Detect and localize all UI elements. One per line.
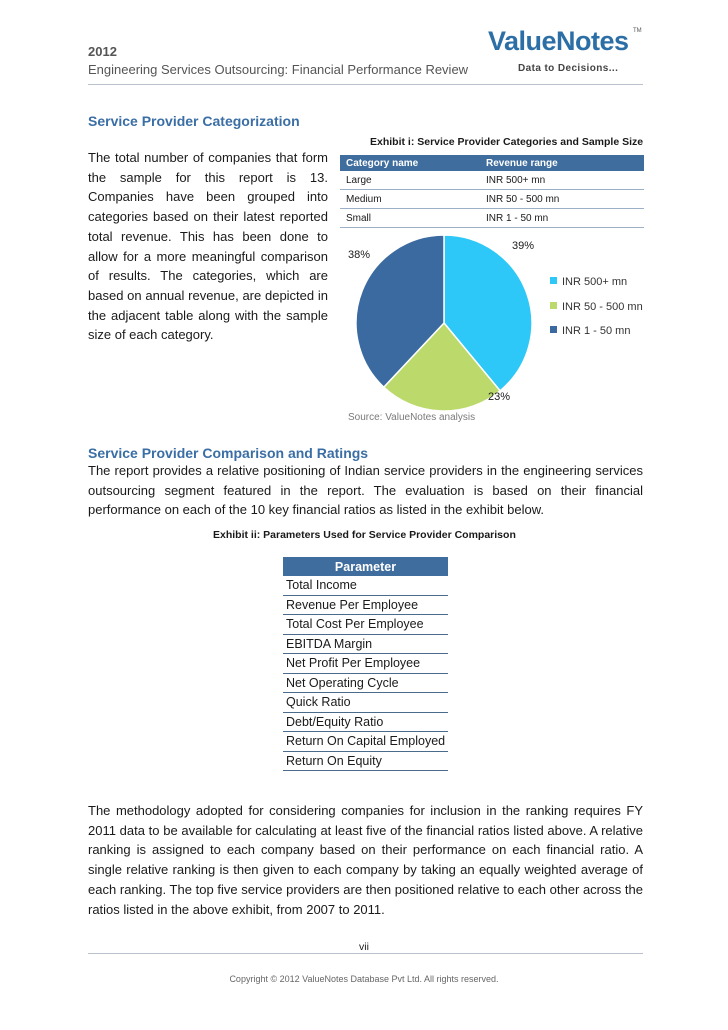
- category-name: Small: [340, 209, 480, 228]
- legend-swatch-large: [550, 277, 557, 284]
- parameter-cell: Return On Equity: [283, 751, 448, 771]
- parameter-cell: Total Cost Per Employee: [283, 615, 448, 635]
- pie-label-large: 39%: [512, 240, 535, 252]
- table-row: [283, 595, 448, 615]
- report-year: 2012: [88, 44, 117, 59]
- category-pie-chart: [340, 228, 644, 430]
- table-row: [340, 209, 644, 228]
- table-row: [283, 712, 448, 732]
- exhibit-i-title: Exhibit i: Service Provider Categories and Sample Size: [370, 136, 644, 148]
- header-divider: [88, 84, 643, 85]
- parameter-table: [283, 557, 448, 771]
- valuenotes-logo: [488, 26, 643, 78]
- table-row: [283, 673, 448, 693]
- report-title: Engineering Services Outsourcing: Financial Performance Review: [88, 62, 469, 77]
- revenue-range: INR 50 - 500 mn: [480, 190, 644, 209]
- col-header-parameter: Parameter: [283, 557, 448, 576]
- pie-label-small: 38%: [348, 249, 371, 261]
- parameter-cell: Quick Ratio: [283, 693, 448, 713]
- methodology-paragraph: The methodology adopted for considering companies for inclusion in the ranking requires FY 2011 data to be available for calculating at least five of the financial ratios listed above. A relative ranking is assigned to each company based on their performance on each financial ratio. A single relative ranking is then given to each company by taking an equally weighted average of each ranking. The top five service providers are then positioned relative to each other across the ratios listed in the above exhibit, from 2007 to 2011.: [88, 803, 643, 917]
- parameter-table-header: [283, 557, 448, 576]
- parameter-cell: Net Operating Cycle: [283, 673, 448, 693]
- table-row: [283, 751, 448, 771]
- table-row: [340, 190, 644, 209]
- category-table-header: [340, 155, 644, 171]
- comparison-paragraph: The report provides a relative positioning of Indian service providers in the engineering services outsourcing segment featured in the report. The evaluation is based on their financial performance on each of the 10 key financial ratios as listed in the exhibit below.: [88, 463, 643, 518]
- table-row: [283, 732, 448, 752]
- exhibit-ii-title: Exhibit ii: Parameters Used for Service Provider Comparison: [213, 529, 516, 541]
- logo-trademark: TM: [633, 28, 642, 34]
- categorization-paragraph: The total number of companies that form the sample for this report is 13. Companies have been grouped into categories based on their latest reported total revenue. This has been done to allow for a more meaningful comparison of results. The categories, which are based on annual revenue, are depicted in the adjacent table along with the sample size of each category.: [88, 150, 328, 343]
- revenue-range: INR 1 - 50 mn: [480, 209, 644, 228]
- table-row: [283, 693, 448, 713]
- table-row: [283, 615, 448, 635]
- parameter-cell: Revenue Per Employee: [283, 595, 448, 615]
- footer-divider: [88, 953, 643, 954]
- parameter-cell: Total Income: [283, 576, 448, 595]
- col-header-revenue: Revenue range: [480, 155, 644, 171]
- table-row: [283, 634, 448, 654]
- category-table-wrapper: [340, 155, 644, 228]
- revenue-range: INR 500+ mn: [480, 171, 644, 190]
- category-name: Large: [340, 171, 480, 190]
- category-table: [340, 155, 644, 228]
- section-heading-categorization: Service Provider Categorization: [88, 113, 300, 129]
- table-row: [283, 576, 448, 595]
- parameter-cell: EBITDA Margin: [283, 634, 448, 654]
- table-row: [283, 654, 448, 674]
- parameter-cell: Net Profit Per Employee: [283, 654, 448, 674]
- col-header-category: Category name: [340, 155, 480, 171]
- logo-name: ValueNotes: [488, 26, 629, 56]
- legend-label-medium: INR 50 - 500 mn: [562, 301, 643, 313]
- pie-label-medium: 23%: [488, 391, 511, 403]
- legend-item-large: [550, 276, 627, 288]
- copyright-notice: Copyright © 2012 ValueNotes Database Pvt Ltd. All rights reserved.: [229, 974, 499, 984]
- legend-item-small: [550, 325, 630, 337]
- chart-source: Source: ValueNotes analysis: [348, 412, 476, 423]
- page-number: vii: [359, 941, 369, 953]
- legend-label-small: INR 1 - 50 mn: [562, 325, 631, 337]
- table-row: [340, 171, 644, 190]
- category-name: Medium: [340, 190, 480, 209]
- legend-swatch-small: [550, 326, 557, 333]
- section-heading-comparison: Service Provider Comparison and Ratings: [88, 445, 369, 461]
- legend-item-medium: [550, 301, 643, 313]
- legend-label-large: INR 500+ mn: [562, 276, 628, 288]
- logo-tagline: Data to Decisions...: [518, 63, 619, 74]
- parameter-table-wrapper: [283, 557, 448, 771]
- parameter-cell: Debt/Equity Ratio: [283, 712, 448, 732]
- parameter-cell: Return On Capital Employed: [283, 732, 448, 752]
- legend-swatch-medium: [550, 302, 557, 309]
